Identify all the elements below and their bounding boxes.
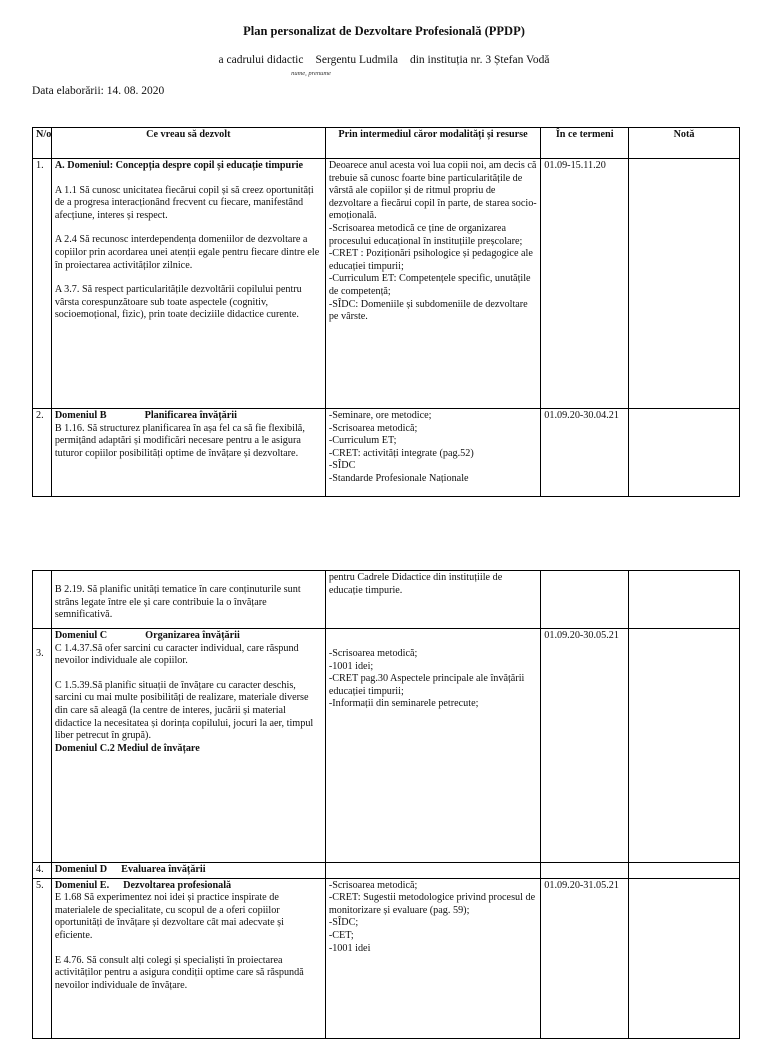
table-row bbox=[33, 878, 740, 1038]
document-subtitle bbox=[0, 54, 768, 66]
resource-item: -SÎDC; bbox=[328, 917, 359, 929]
resource-item: -SÎDC bbox=[328, 460, 356, 472]
resource-item: -Curriculum ET; bbox=[328, 435, 397, 447]
teacher-name: Sergentu Ludmila bbox=[315, 54, 398, 66]
table-row bbox=[33, 409, 740, 497]
resource-item: pentru Cadrele Didactice din instituțiile de educație timpurie. bbox=[328, 572, 503, 596]
row-number: 4. bbox=[33, 863, 52, 879]
row-resources bbox=[325, 159, 540, 409]
row-goals bbox=[51, 409, 325, 497]
goal-item: B 2.19. Să planific unități tematice în care conținuturile sunt strâns legate între ele și care contribuie la o învățare semnificativă. bbox=[54, 584, 301, 621]
domain-label: Domeniul D bbox=[54, 864, 108, 875]
header-what: Ce vreau să dezvolt bbox=[51, 128, 325, 159]
domain-label: Domeniul C bbox=[54, 630, 108, 641]
row-number: 5. bbox=[33, 878, 52, 1038]
name-caption: nume, prenume bbox=[291, 70, 331, 77]
table-row bbox=[33, 159, 740, 409]
row-note bbox=[629, 571, 740, 629]
domain-name: Planificarea învățării bbox=[144, 410, 237, 421]
resource-item: -CRET : Poziționări psihologice și pedagogice ale educației timpurii; bbox=[328, 248, 533, 272]
resource-item: -CRET pag.30 Aspectele principale ale învățării educației timpurii; bbox=[328, 673, 525, 697]
row-note bbox=[629, 159, 740, 409]
row-note bbox=[629, 629, 740, 863]
table-row bbox=[33, 863, 740, 879]
row-note bbox=[629, 878, 740, 1038]
header-term: În ce termeni bbox=[541, 128, 629, 159]
resource-item: -CRET: activități integrate (pag.52) bbox=[328, 447, 474, 459]
goal-item: E 1.68 Să experimentez noi idei și practice inspirate de materialele de specialitate, cu scopul de a oferi copiilor oportunități de învățare și dezvoltare cât mai adecvate și eficiente. bbox=[54, 892, 284, 941]
plan-table-page-2 bbox=[32, 570, 740, 1039]
row-term: 01.09.20-30.04.21 bbox=[541, 409, 629, 497]
row-number: 2. bbox=[33, 409, 52, 497]
resource-item: -Scrisoarea metodică ce ține de organizarea procesului educațional în instituțiile preșcolare; bbox=[328, 222, 523, 247]
resource-item: -1001 idei; bbox=[328, 660, 374, 672]
domain-title: A. Domeniul: Concepția despre copil și educație timpurie bbox=[54, 160, 304, 171]
row-goals bbox=[51, 878, 325, 1038]
row-term: 01.09.20-31.05.21 bbox=[541, 878, 629, 1038]
document-title: Plan personalizat de Dezvoltare Profesională (PPDP) bbox=[243, 24, 525, 38]
domain-name: Dezvoltarea profesională bbox=[123, 879, 232, 891]
table-header-row bbox=[33, 128, 740, 159]
institution: din instituția nr. 3 Ștefan Vodă bbox=[409, 54, 550, 66]
resource-item: -Standarde Profesionale Naționale bbox=[328, 472, 469, 484]
row-term: 01.09.20-30.05.21 bbox=[541, 629, 629, 863]
row-resources bbox=[325, 409, 540, 497]
table-row-continuation bbox=[33, 571, 740, 629]
resource-item: -Curriculum ET: Competențele specific, unutățile de competență; bbox=[328, 273, 531, 297]
row-number bbox=[33, 629, 52, 863]
header-note: Notă bbox=[629, 128, 740, 159]
subdomain-title: Domeniul C.2 Mediul de învățare bbox=[54, 742, 200, 754]
row-resources bbox=[325, 878, 540, 1038]
goal-item: C 1.4.37.Să ofer sarcini cu caracter individual, care răspund nevoilor individuale ale copiilor. bbox=[54, 642, 299, 667]
goal-item: A 3.7. Să respect particularitățile dezvoltării copilului pentru vârsta corespunzătoare sub toate aspectele (cognitiv, socioemoțional, fizic), prin toate deciziile didactice curente. bbox=[54, 284, 302, 321]
goal-item: A 1.1 Să cunosc unicitatea fiecărui copil și să creez oportunități de a progresa interacționând frecvent cu fiecare, manifestând afecțiune, interes și respect. bbox=[54, 184, 314, 221]
row-goals bbox=[51, 571, 325, 629]
row-resources bbox=[325, 571, 540, 629]
row-term bbox=[541, 863, 629, 879]
domain-label: Domeniul E. bbox=[54, 879, 110, 891]
row-goals bbox=[51, 159, 325, 409]
goal-item: E 4.76. Să consult alți colegi și specialiști în proiectarea activităților pentru a asigura condiții optime care să răspundă nevoilor individuale de învățare. bbox=[54, 954, 304, 991]
row-goals bbox=[51, 629, 325, 863]
goal-item: A 2.4 Să recunosc interdependența domeniilor de dezvoltare a copiilor prin acordarea unei atenții egale pentru fiecare dintre ele în proiectarea activităților zilnice. bbox=[54, 234, 320, 271]
resource-item: -Scrisoarea metodică; bbox=[328, 648, 418, 659]
resource-item: -SÎDC: Domeniile și subdomeniile de dezvoltare pe vârste. bbox=[328, 298, 528, 323]
domain-label: Domeniul B bbox=[54, 410, 107, 421]
row-term bbox=[541, 571, 629, 629]
table-row bbox=[33, 629, 740, 863]
row-term: 01.09-15.11.20 bbox=[541, 159, 629, 409]
row-resources bbox=[325, 863, 540, 879]
resource-item: -Scrisoarea metodică; bbox=[328, 879, 418, 891]
subtitle-prefix: a cadrului didactic bbox=[218, 54, 304, 66]
row-number: 1. bbox=[33, 159, 52, 409]
resource-item: -CRET: Sugestii metodologice privind procesul de monitorizare și evaluare (pag. 59); bbox=[328, 892, 536, 916]
resource-item: -CET; bbox=[328, 929, 354, 941]
resource-item: Deoarece anul acesta voi lua copii noi, am decis că trebuie să cunosc foarte bine particularitățile de vârstă ale copiilor și de ritmul propriu de dezvoltare a fiecărui copil în parte, de starea socio-emoțională. bbox=[328, 160, 537, 222]
header-no: N/o bbox=[33, 128, 52, 159]
resource-item: -Informații din seminarele petrecute; bbox=[328, 698, 479, 710]
resource-item: -1001 idei bbox=[328, 942, 371, 954]
domain-name: Organizarea învățării bbox=[145, 630, 240, 641]
goal-item: C 1.5.39.Să planific situații de învățare cu caracter deschis, sarcini cu mai multe posibilități de realizare, materiale diverse din care să aleagă (la centre de interes, jucării și material didactice la necesitatea și dorința copilului, jocuri la aer, timpul liber petrecut în grupă). bbox=[54, 679, 314, 742]
row-number-text: 3. bbox=[36, 648, 44, 659]
row-number bbox=[33, 571, 52, 629]
plan-table-page-1 bbox=[32, 127, 740, 497]
row-note bbox=[629, 409, 740, 497]
elaboration-date: Data elaborării: 14. 08. 2020 bbox=[32, 85, 165, 97]
goal-item: B 1.16. Să structurez planificarea în așa fel ca să fie flexibilă, permițând adaptări și modificări necesare pentru a le asigura tuturor copiilor posibilități optime de învățare și dezvoltare. bbox=[54, 422, 305, 459]
header-resources: Prin intermediul căror modalități și resurse bbox=[325, 128, 540, 159]
domain-name: Evaluarea învățării bbox=[121, 864, 206, 875]
row-note bbox=[629, 863, 740, 879]
row-resources bbox=[325, 629, 540, 863]
resource-item: -Scrisoarea metodică; bbox=[328, 422, 418, 434]
row-goals bbox=[51, 863, 325, 879]
resource-item: -Seminare, ore metodice; bbox=[328, 410, 432, 421]
